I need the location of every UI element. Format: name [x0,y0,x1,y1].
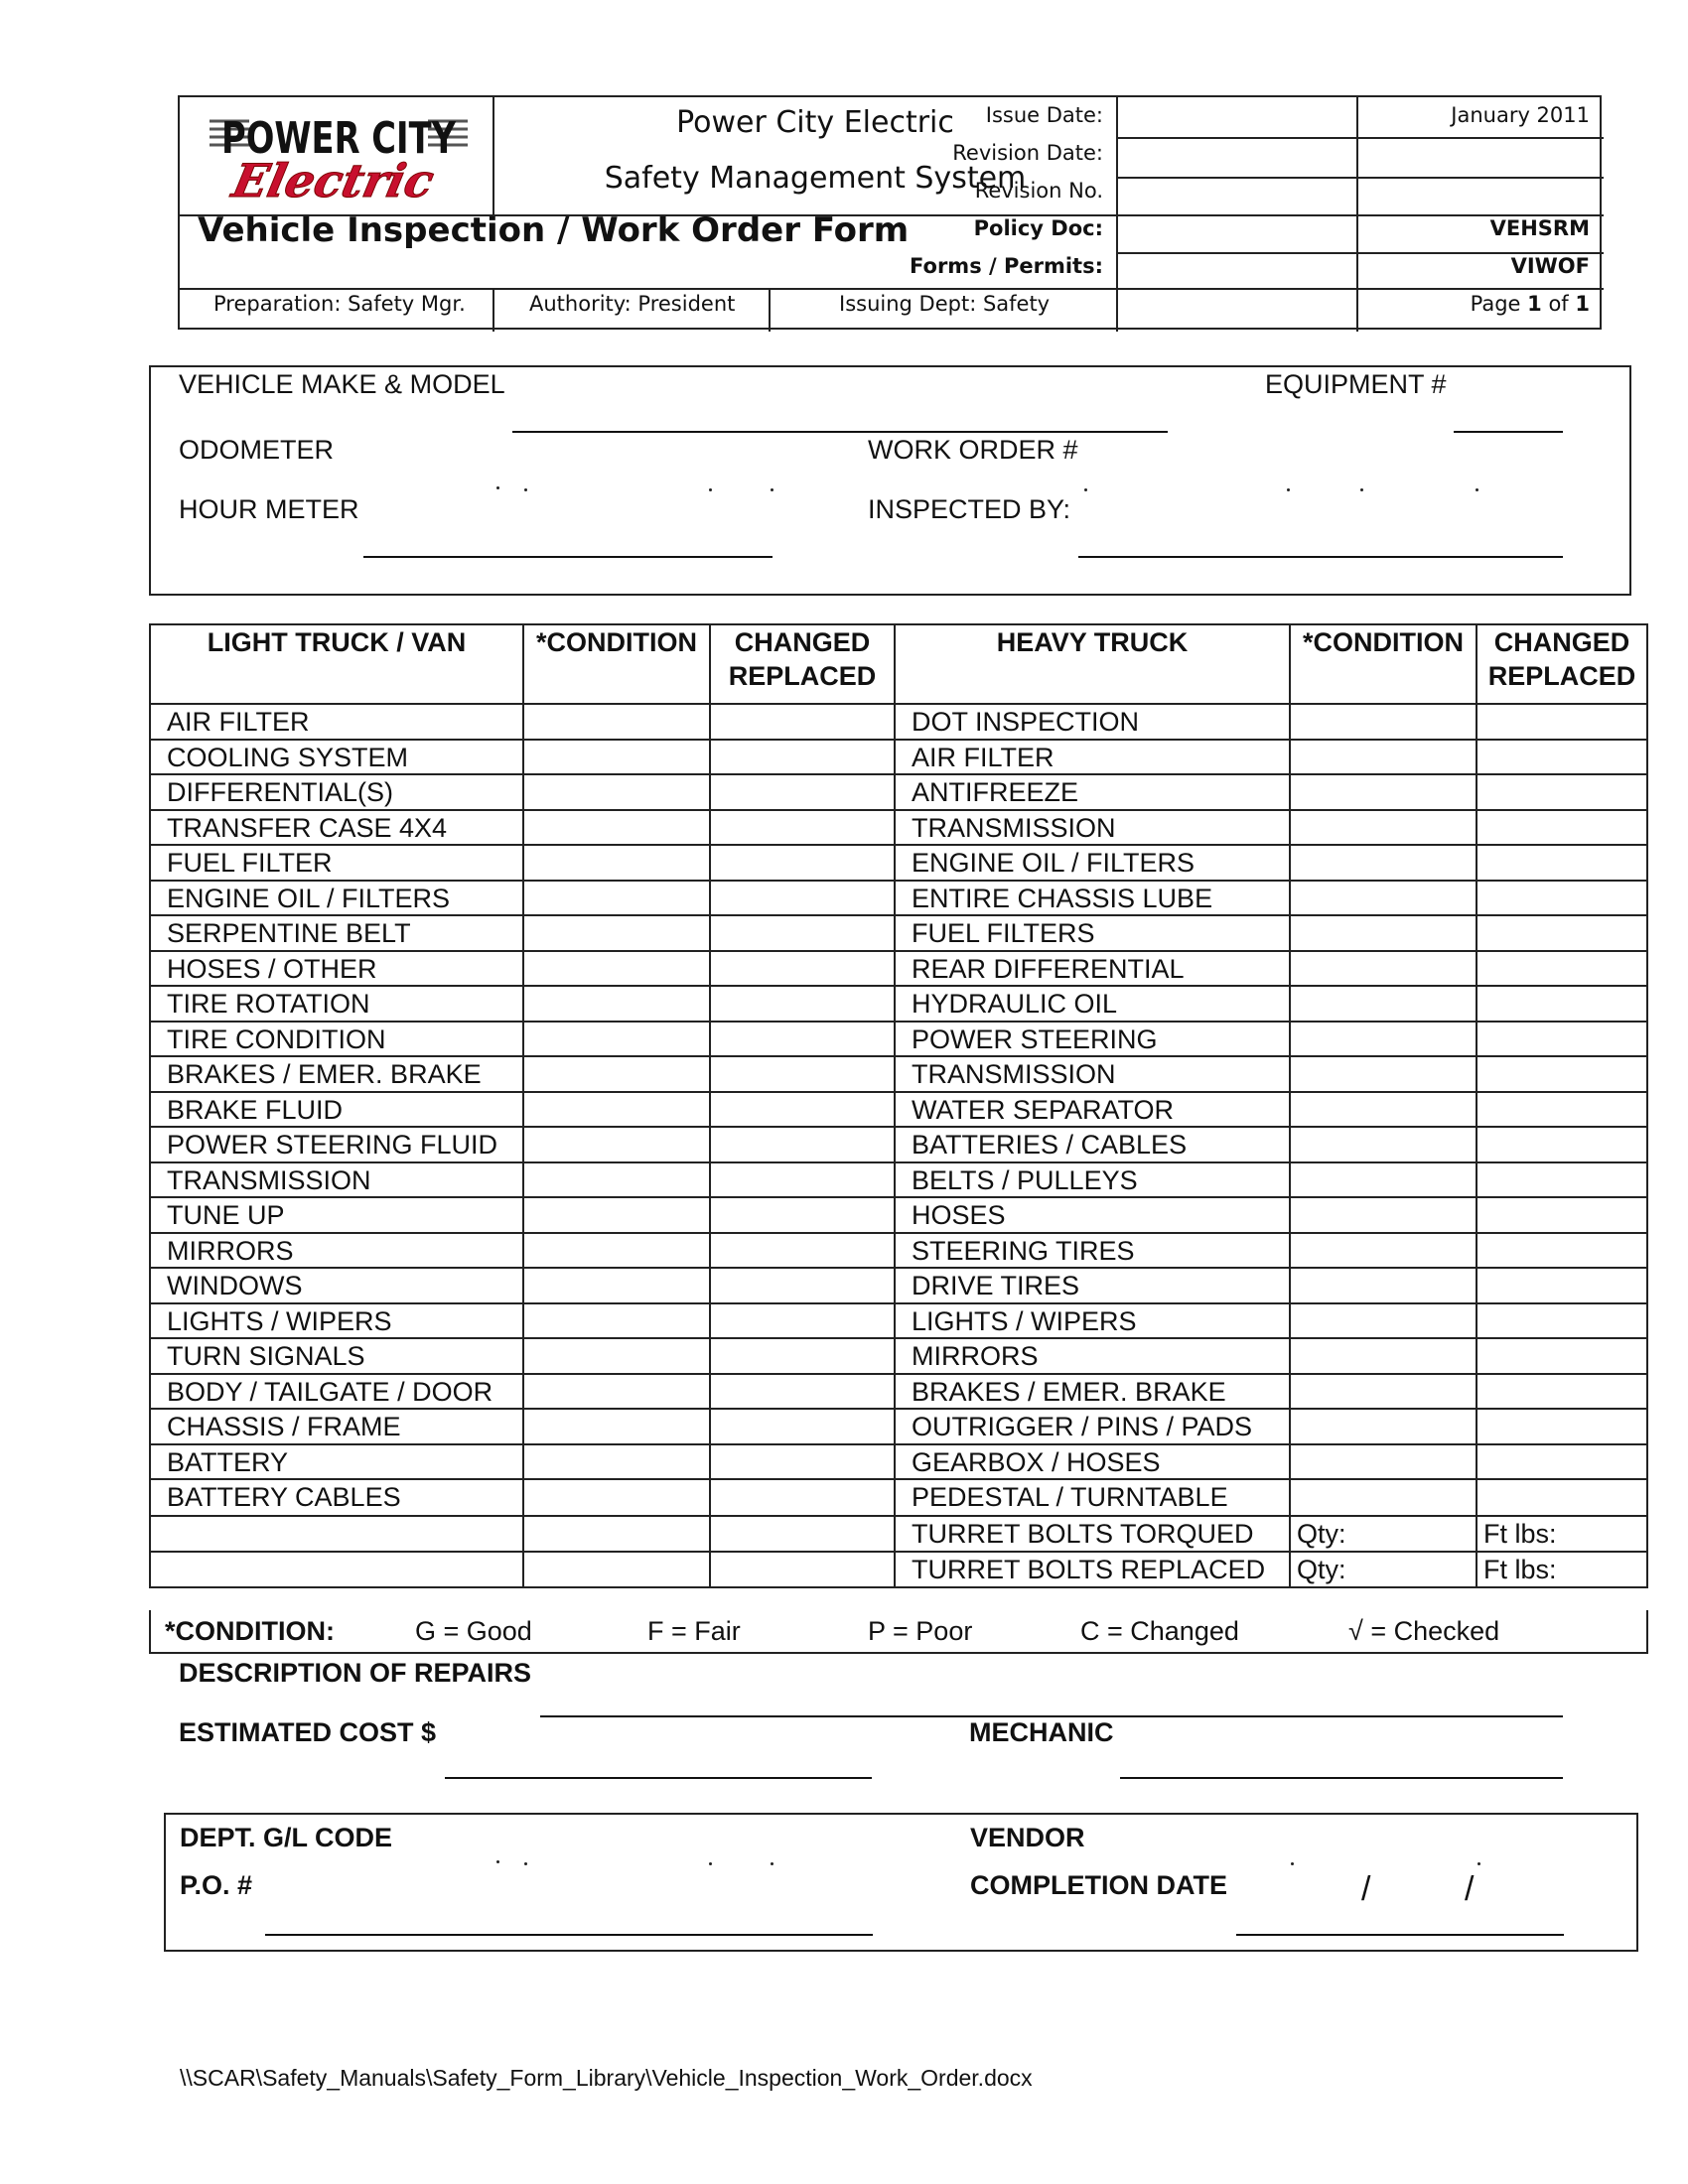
table-row [149,1517,1648,1553]
table-row [149,987,1648,1023]
heavy-truck-item: DRIVE TIRES [896,1269,1291,1302]
hour-meter-label: HOUR METER [179,494,359,524]
light-changed-replaced-cell[interactable] [711,1517,896,1551]
heavy-condition-cell[interactable] [1291,1445,1477,1479]
light-changed-replaced-cell[interactable] [711,1304,896,1338]
light-condition-cell[interactable] [524,1023,711,1056]
light-condition-cell[interactable] [524,1553,711,1586]
table-row [149,1234,1648,1270]
light-truck-item: TIRE ROTATION [149,987,524,1021]
light-truck-item: BODY / TAILGATE / DOOR [149,1375,524,1409]
light-condition-cell[interactable] [524,952,711,986]
issue-date-value: January 2011 [1451,103,1590,127]
light-changed-replaced-cell[interactable] [711,1445,896,1479]
light-changed-replaced-cell[interactable] [711,1057,896,1091]
heavy-truck-item: ANTIFREEZE [896,775,1291,809]
light-condition-cell[interactable] [524,1128,711,1161]
light-truck-header: LIGHT TRUCK / VAN [149,625,524,703]
equipment-line[interactable] [1454,431,1563,433]
heavy-truck-item: TRANSMISSION [896,811,1291,845]
heavy-truck-item: TURRET BOLTS TORQUED [896,1517,1291,1551]
document-header [178,95,1602,330]
qty-field[interactable]: Qty: [1291,1553,1477,1586]
table-row [149,1304,1648,1340]
light-changed-replaced-cell[interactable] [711,987,896,1021]
table-row [149,1269,1648,1304]
light-condition-cell[interactable] [524,1445,711,1479]
light-changed-replaced-header: CHANGED REPLACED [711,625,896,703]
table-row [149,1198,1648,1234]
table-row [149,1339,1648,1375]
light-changed-replaced-cell[interactable] [711,1128,896,1161]
light-condition-cell[interactable] [524,1304,711,1338]
date-separator-2: / [1465,1870,1475,1908]
hour-meter-line[interactable] [363,556,773,558]
file-path-footer: \\SCAR\Safety_Manuals\Safety_Form_Library\Vehicle_Inspection_Work_Order.docx [180,2065,1033,2091]
heavy-changed-replaced-cell[interactable] [1477,811,1648,845]
authority: Authority: President [529,292,736,316]
legend-changed: C = Changed [1080,1616,1239,1646]
heavy-changed-replaced-cell[interactable] [1477,882,1648,915]
light-changed-replaced-cell[interactable] [711,1480,896,1515]
light-truck-item: TIRE CONDITION [149,1023,524,1056]
light-truck-item: BATTERY CABLES [149,1480,524,1515]
heavy-changed-replaced-cell[interactable] [1477,775,1648,809]
heavy-condition-cell[interactable] [1291,811,1477,845]
heavy-changed-replaced-cell[interactable] [1477,1410,1648,1443]
forms-permits-value: VIWOF [1510,254,1590,278]
table-row [149,846,1648,882]
heavy-condition-cell[interactable] [1291,1410,1477,1443]
mechanic-line[interactable] [1120,1777,1563,1779]
heavy-truck-item: TRANSMISSION [896,1057,1291,1091]
light-truck-item: HOSES / OTHER [149,952,524,986]
light-truck-item [149,1517,524,1551]
revision-date-label: Revision Date: [952,141,1103,165]
heavy-changed-replaced-cell[interactable] [1477,1093,1648,1127]
light-changed-replaced-cell[interactable] [711,1375,896,1409]
revision-no-label: Revision No. [974,179,1103,203]
inspected-by-line[interactable] [1078,556,1563,558]
forms-permits-label: Forms / Permits: [910,254,1103,278]
heavy-truck-item: ENTIRE CHASSIS LUBE [896,882,1291,915]
light-changed-replaced-cell[interactable] [711,705,896,739]
description-of-repairs-label: DESCRIPTION OF REPAIRS [179,1658,532,1688]
table-row [149,1163,1648,1199]
light-truck-item: BRAKE FLUID [149,1093,524,1127]
light-changed-replaced-cell[interactable] [711,1339,896,1373]
light-condition-cell[interactable] [524,741,711,774]
issue-date-label: Issue Date: [985,103,1103,127]
vendor-label: VENDOR [970,1823,1085,1852]
heavy-condition-cell[interactable] [1291,1304,1477,1338]
heavy-truck-header: HEAVY TRUCK [896,625,1291,703]
table-row [149,811,1648,847]
table-row [149,1057,1648,1093]
policy-doc-label: Policy Doc: [973,216,1103,240]
heavy-truck-item: MIRRORS [896,1339,1291,1373]
company-logo [210,109,468,208]
light-truck-item: TRANSMISSION [149,1163,524,1197]
heavy-changed-replaced-cell[interactable] [1477,846,1648,880]
heavy-changed-replaced-cell[interactable] [1477,1234,1648,1268]
light-condition-cell[interactable] [524,1480,711,1515]
table-row [149,1553,1648,1588]
light-condition-cell[interactable] [524,1269,711,1302]
table-row [149,705,1648,741]
legend-checked: √ = Checked [1348,1616,1500,1646]
light-truck-item: TRANSFER CASE 4X4 [149,811,524,845]
heavy-condition-cell[interactable] [1291,1480,1477,1515]
estimated-cost-label: ESTIMATED COST $ [179,1717,437,1747]
light-changed-replaced-cell[interactable] [711,1269,896,1302]
legend-good: G = Good [415,1616,532,1646]
light-condition-header: *CONDITION [524,625,711,703]
heavy-condition-cell[interactable] [1291,1198,1477,1232]
legend-poor: P = Poor [868,1616,973,1646]
light-condition-cell[interactable] [524,1375,711,1409]
heavy-condition-cell[interactable] [1291,1269,1477,1302]
ft-lbs-field[interactable]: Ft lbs: [1477,1553,1648,1586]
heavy-condition-cell[interactable] [1291,882,1477,915]
heavy-condition-cell[interactable] [1291,1375,1477,1409]
table-row [149,1480,1648,1517]
heavy-changed-replaced-cell[interactable] [1477,987,1648,1021]
table-row [149,916,1648,952]
heavy-truck-item: TURRET BOLTS REPLACED [896,1553,1291,1586]
heavy-changed-replaced-cell[interactable] [1477,741,1648,774]
heavy-changed-replaced-cell[interactable] [1477,916,1648,950]
light-truck-item: COOLING SYSTEM [149,741,524,774]
light-truck-item: POWER STEERING FLUID [149,1128,524,1161]
heavy-condition-cell[interactable] [1291,952,1477,986]
light-condition-cell[interactable] [524,1093,711,1127]
equipment-label: EQUIPMENT # [1265,369,1447,399]
heavy-changed-replaced-cell[interactable] [1477,1480,1648,1515]
light-changed-replaced-cell[interactable] [711,1023,896,1056]
heavy-changed-replaced-cell[interactable] [1477,1128,1648,1161]
table-row [149,952,1648,988]
heavy-condition-cell[interactable] [1291,1339,1477,1373]
heavy-condition-cell[interactable] [1291,1057,1477,1091]
completion-date-label: COMPLETION DATE [970,1870,1227,1900]
work-order-label: WORK ORDER # [868,435,1078,465]
light-truck-item: TURN SIGNALS [149,1339,524,1373]
light-truck-item: FUEL FILTER [149,846,524,880]
light-truck-item: DIFFERENTIAL(S) [149,775,524,809]
heavy-condition-cell[interactable] [1291,1023,1477,1056]
heavy-changed-replaced-cell[interactable] [1477,952,1648,986]
heavy-changed-replaced-cell[interactable] [1477,1023,1648,1056]
legend-fair: F = Fair [647,1616,741,1646]
light-truck-item: MIRRORS [149,1234,524,1268]
light-changed-replaced-cell[interactable] [711,1093,896,1127]
issuing-dept: Issuing Dept: Safety [839,292,1051,316]
table-bottom-border [149,1652,1648,1654]
light-changed-replaced-cell[interactable] [711,882,896,915]
completion-date-line[interactable] [1236,1934,1564,1936]
heavy-changed-replaced-cell[interactable] [1477,1163,1648,1197]
table-header-row [149,623,1648,705]
light-condition-cell[interactable] [524,882,711,915]
light-changed-replaced-cell[interactable] [711,741,896,774]
estimated-cost-line[interactable] [445,1777,872,1779]
table-row [149,1128,1648,1163]
heavy-changed-replaced-cell[interactable] [1477,1269,1648,1302]
light-condition-cell[interactable] [524,1339,711,1373]
light-condition-cell[interactable] [524,705,711,739]
heavy-condition-cell[interactable] [1291,1128,1477,1161]
light-condition-cell[interactable] [524,987,711,1021]
heavy-condition-cell[interactable] [1291,775,1477,809]
heavy-changed-replaced-cell[interactable] [1477,1375,1648,1409]
table-row [149,775,1648,811]
system-name: Safety Management System [604,161,1027,196]
heavy-condition-cell[interactable] [1291,1163,1477,1197]
light-condition-cell[interactable] [524,811,711,845]
light-truck-item: ENGINE OIL / FILTERS [149,882,524,915]
table-row [149,1093,1648,1129]
light-changed-replaced-cell[interactable] [711,952,896,986]
preparation: Preparation: Safety Mgr. [213,292,466,316]
light-truck-item: SERPENTINE BELT [149,916,524,950]
light-condition-cell[interactable] [524,916,711,950]
gl-code-label: DEPT. G/L CODE [180,1823,393,1852]
heavy-truck-item: OUTRIGGER / PINS / PADS [896,1410,1291,1443]
light-truck-item: BRAKES / EMER. BRAKE [149,1057,524,1091]
heavy-changed-replaced-cell[interactable] [1477,1304,1648,1338]
light-condition-cell[interactable] [524,1163,711,1197]
heavy-condition-cell[interactable] [1291,705,1477,739]
light-truck-item: TUNE UP [149,1198,524,1232]
light-truck-item: WINDOWS [149,1269,524,1302]
heavy-changed-replaced-cell[interactable] [1477,1198,1648,1232]
table-row [149,882,1648,917]
vehicle-make-model-label: VEHICLE MAKE & MODEL [179,369,505,399]
light-changed-replaced-cell[interactable] [711,1198,896,1232]
gl-code-box [164,1813,1638,1952]
heavy-condition-cell[interactable] [1291,987,1477,1021]
heavy-truck-item: REAR DIFFERENTIAL [896,952,1291,986]
po-line[interactable] [265,1934,873,1936]
page-number: Page 1 of 1 [1470,292,1590,316]
heavy-truck-item: BRAKES / EMER. BRAKE [896,1375,1291,1409]
heavy-truck-item: WATER SEPARATOR [896,1093,1291,1127]
light-truck-item: LIGHTS / WIPERS [149,1304,524,1338]
light-changed-replaced-cell[interactable] [711,775,896,809]
inspected-by-label: INSPECTED BY: [868,494,1071,524]
heavy-truck-item: BATTERIES / CABLES [896,1128,1291,1161]
heavy-truck-item: PEDESTAL / TURNTABLE [896,1480,1291,1515]
light-changed-replaced-cell[interactable] [711,1234,896,1268]
heavy-truck-item: POWER STEERING [896,1023,1291,1056]
heavy-truck-item: BELTS / PULLEYS [896,1163,1291,1197]
table-row [149,1445,1648,1481]
table-row [149,1023,1648,1058]
light-changed-replaced-cell[interactable] [711,846,896,880]
heavy-truck-item: AIR FILTER [896,741,1291,774]
form-title: Vehicle Inspection / Work Order Form [198,210,910,250]
logo-wordmark-top: POWER CITY [221,113,457,164]
date-separator-1: / [1361,1870,1371,1908]
heavy-truck-item: GEARBOX / HOSES [896,1445,1291,1479]
heavy-condition-header: *CONDITION [1291,625,1477,703]
heavy-changed-replaced-header: CHANGED REPLACED [1477,625,1648,703]
light-changed-replaced-cell[interactable] [711,1410,896,1443]
logo-wordmark-bottom: Electric [227,153,439,207]
light-changed-replaced-cell[interactable] [711,1553,896,1586]
heavy-condition-cell[interactable] [1291,846,1477,880]
heavy-truck-item: HYDRAULIC OIL [896,987,1291,1021]
vehicle-make-model-line[interactable] [512,431,1168,433]
table-row [149,741,1648,776]
light-condition-cell[interactable] [524,1198,711,1232]
heavy-condition-cell[interactable] [1291,916,1477,950]
heavy-changed-replaced-cell[interactable] [1477,705,1648,739]
heavy-condition-cell[interactable] [1291,1093,1477,1127]
heavy-changed-replaced-cell[interactable] [1477,1339,1648,1373]
light-condition-cell[interactable] [524,1517,711,1551]
heavy-condition-cell[interactable] [1291,741,1477,774]
light-condition-cell[interactable] [524,846,711,880]
policy-doc-value: VEHSRM [1489,216,1590,240]
heavy-truck-item: LIGHTS / WIPERS [896,1304,1291,1338]
heavy-condition-cell[interactable] [1291,1234,1477,1268]
mechanic-label: MECHANIC [969,1717,1114,1747]
light-condition-cell[interactable] [524,1234,711,1268]
heavy-truck-item: HOSES [896,1198,1291,1232]
light-changed-replaced-cell[interactable] [711,916,896,950]
heavy-changed-replaced-cell[interactable] [1477,1445,1648,1479]
qty-field[interactable]: Qty: [1291,1517,1477,1551]
heavy-truck-item: DOT INSPECTION [896,705,1291,739]
light-condition-cell[interactable] [524,1057,711,1091]
heavy-changed-replaced-cell[interactable] [1477,1057,1648,1091]
heavy-truck-item: FUEL FILTERS [896,916,1291,950]
table-row [149,1410,1648,1445]
company-name: Power City Electric [676,105,954,140]
heavy-truck-item: ENGINE OIL / FILTERS [896,846,1291,880]
odometer-label: ODOMETER [179,435,335,465]
light-condition-cell[interactable] [524,775,711,809]
condition-legend-label: *CONDITION: [165,1616,335,1646]
light-truck-item: CHASSIS / FRAME [149,1410,524,1443]
vehicle-info-box [149,365,1631,596]
po-label: P.O. # [180,1870,253,1900]
light-changed-replaced-cell[interactable] [711,1163,896,1197]
ft-lbs-field[interactable]: Ft lbs: [1477,1517,1648,1551]
heavy-truck-item: STEERING TIRES [896,1234,1291,1268]
light-condition-cell[interactable] [524,1410,711,1443]
table-row [149,1375,1648,1411]
light-truck-item [149,1553,524,1586]
light-truck-item: BATTERY [149,1445,524,1479]
light-truck-item: AIR FILTER [149,705,524,739]
light-changed-replaced-cell[interactable] [711,811,896,845]
